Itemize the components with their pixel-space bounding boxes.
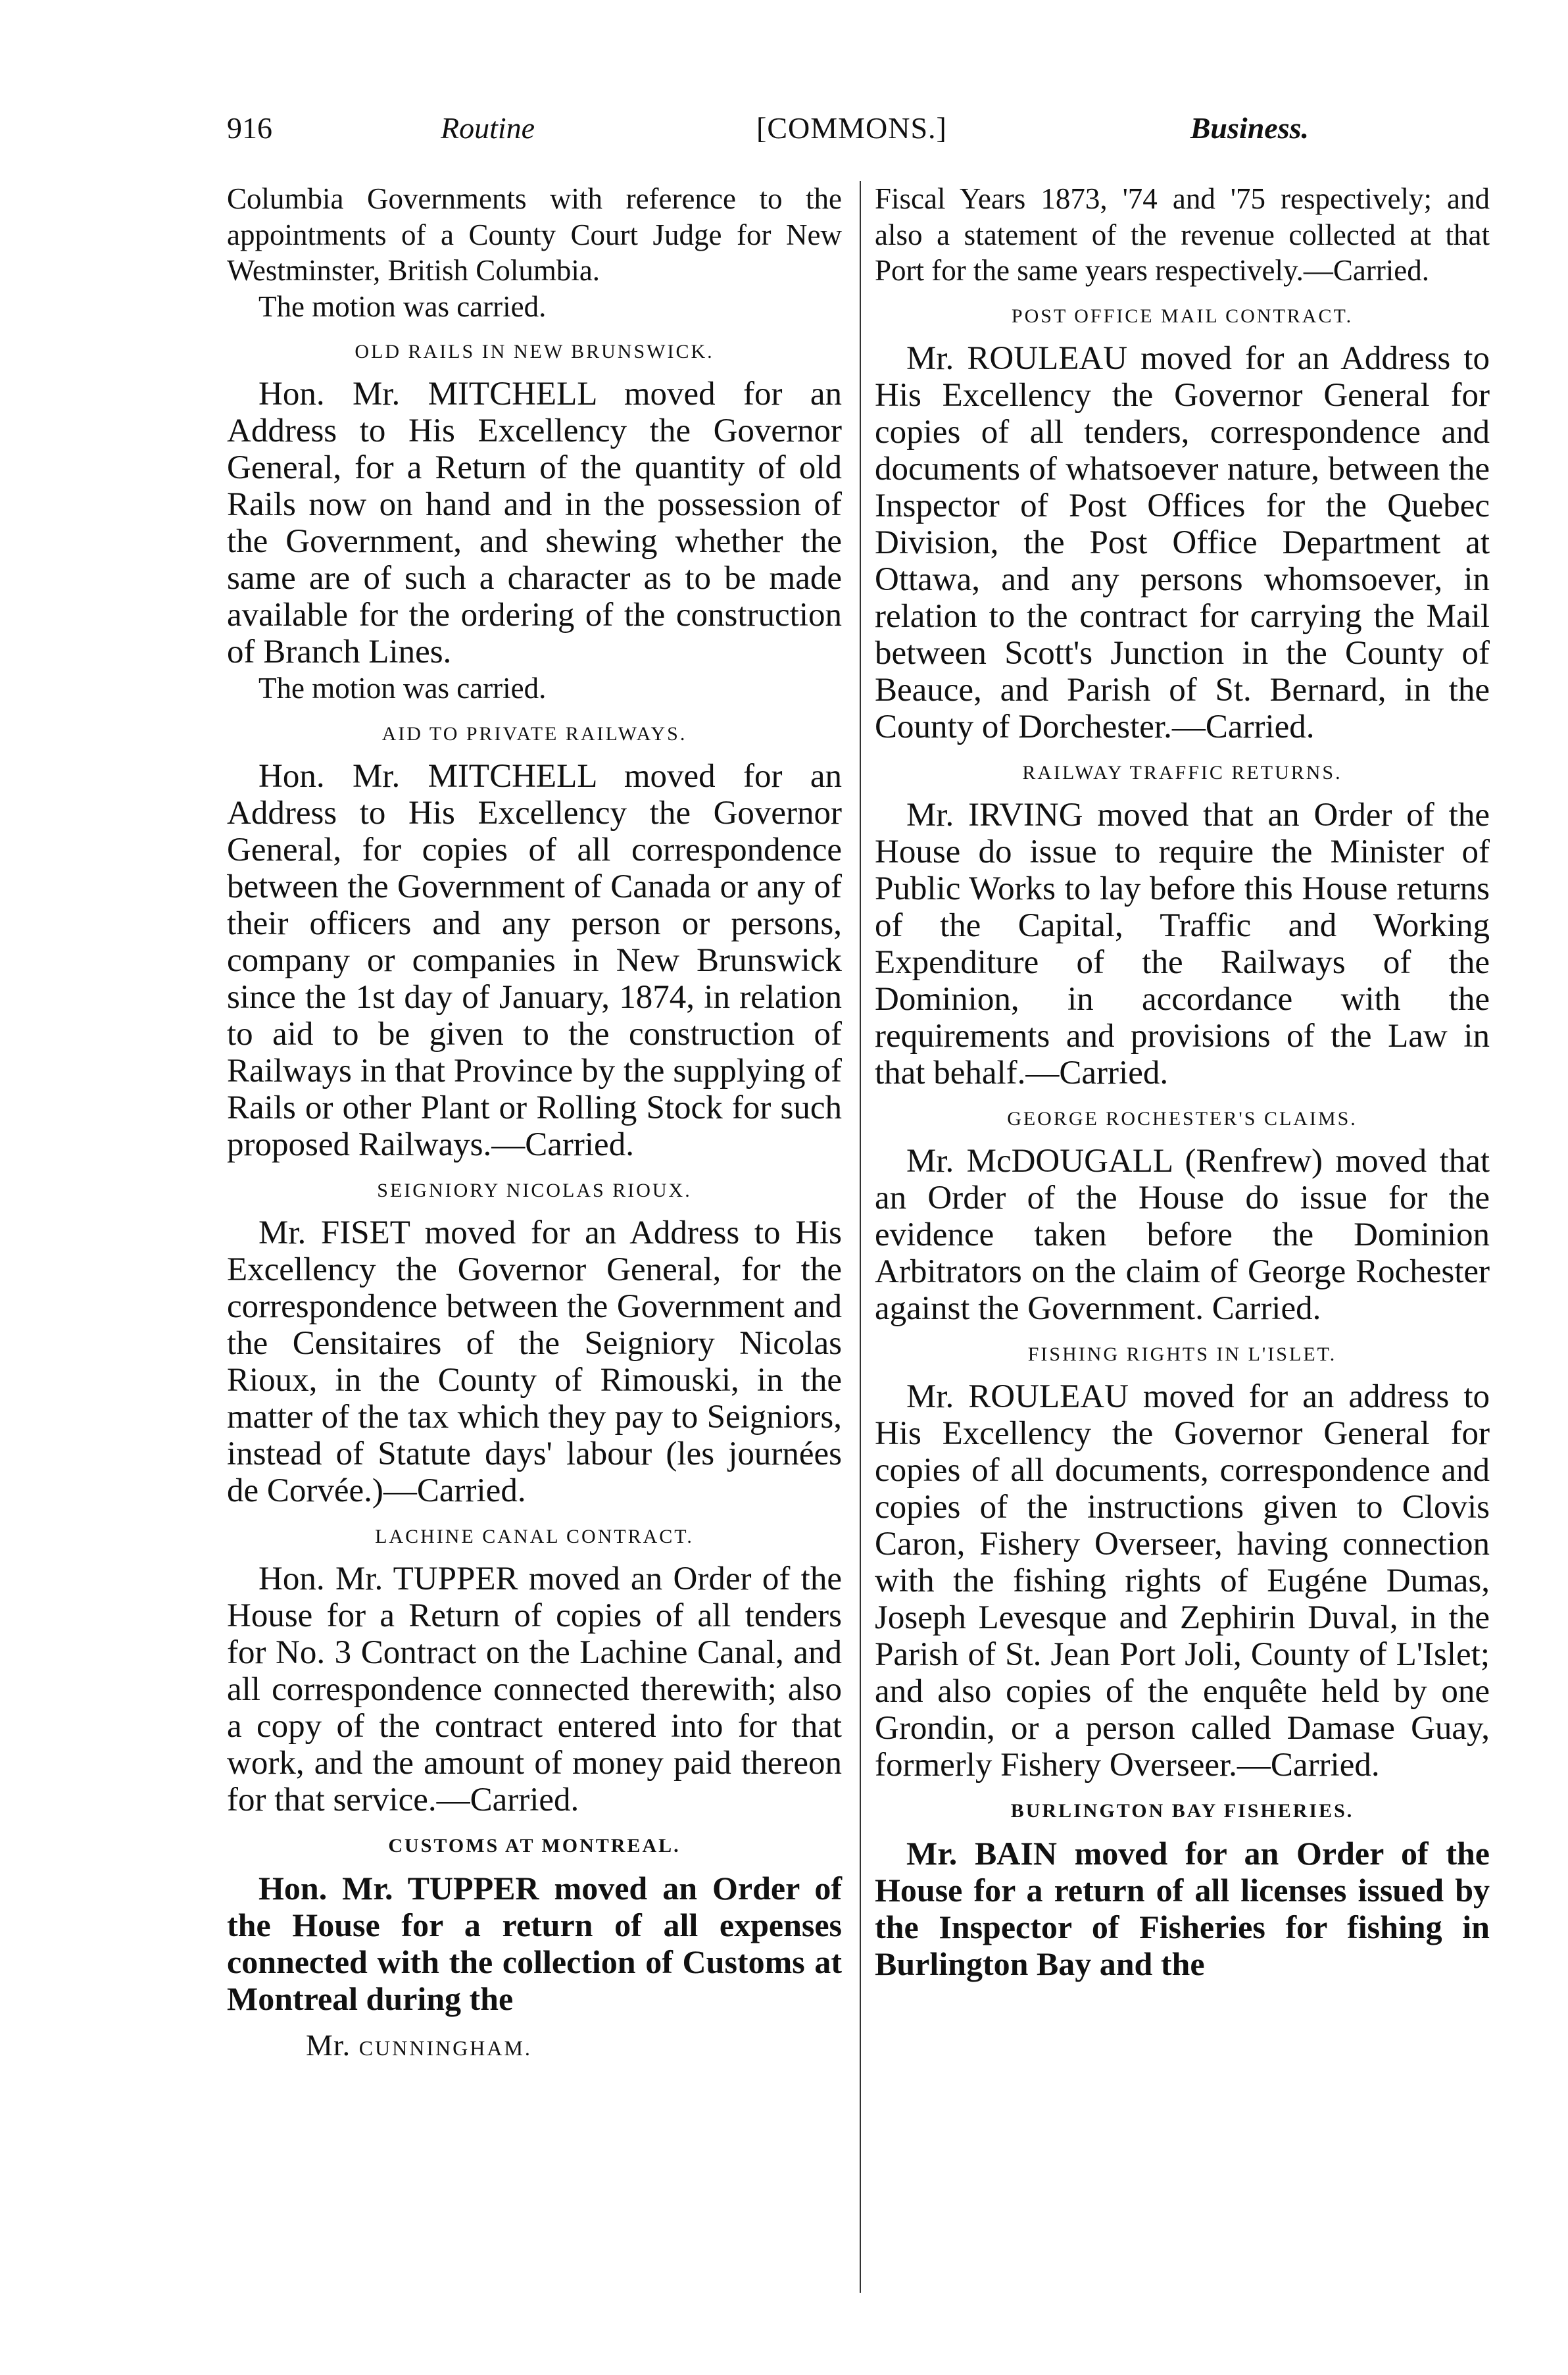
page-number: 916 — [227, 111, 272, 145]
running-head-left: Routine — [441, 111, 535, 145]
signature-name: CUNNINGHAM. — [358, 2036, 532, 2060]
section-heading-fishing-rights: FISHING RIGHTS IN L'ISLET. — [1027, 1343, 1337, 1365]
section-heading-post-office: POST OFFICE MAIL CONTRACT. — [1011, 305, 1354, 327]
signature-prefix: Mr. — [306, 2028, 351, 2062]
paragraph-continued: Fiscal Years 1873, '74 and '75 respectively; and also a statement of the revenue collected at that Port for the same years respectively.—Carried. — [875, 182, 1490, 287]
running-head-right: Business. — [1190, 111, 1309, 145]
motion-result: The motion was carried. — [258, 289, 547, 323]
section-heading-burlington: BURLINGTON BAY FISHERIES. — [1010, 1799, 1354, 1822]
section-heading-customs: CUSTOMS AT MONTREAL. — [388, 1834, 681, 1857]
page-signature — [227, 2028, 842, 2066]
motion-result: The motion was carried. — [258, 672, 547, 705]
paragraph-rochester: Mr. McDOUGALL (Renfrew) moved that an Order of the House do issue for the evidence taken before the Dominion Arbitrators on the claim of George Rochester against the Government. Carried. — [875, 1142, 1490, 1327]
paragraph-continued: Columbia Governments with reference to the appointments of a County Court Judge for New Westminster, British Columbia. — [227, 182, 842, 287]
paragraph-old-rails: Hon. Mr. MITCHELL moved for an Address to His Excellency the Governor General, for a Return of the quantity of old Rails now on hand and in the possession of the Government, and shewing whether the same are of such a character as to be made available for the ordering of the construction of Branch Lines. — [227, 376, 842, 670]
paragraph-railway-traffic: Mr. IRVING moved that an Order of the House do issue to require the Minister of Public Works to lay before this House returns of the Capital, Traffic and Working Expenditure of the Railways of the Dominion, in accordance with the requirements and provisions of the Law in that behalf.—Carried. — [875, 796, 1490, 1091]
section-heading-lachine: LACHINE CANAL CONTRACT. — [375, 1525, 694, 1547]
section-heading-aid-railways: AID TO PRIVATE RAILWAYS. — [381, 722, 687, 745]
right-column — [875, 181, 1490, 1982]
section-heading-seigniory: SEIGNIORY NICOLAS RIOUX. — [377, 1179, 692, 1201]
page-header — [227, 111, 1309, 157]
paragraph-seigniory: Mr. FISET moved for an Address to His Excellency the Governor General, for the correspondence between the Government and the Censitaires of the Seigniory Nicolas Rioux, in the County of Rimouski, in the matter of the tax which they pay to Seigniors, instead of Statute days' labour (les journées de Corvée.)—Carried. — [227, 1214, 842, 1509]
paragraph-lachine: Hon. Mr. TUPPER moved an Order of the House for a Return of copies of all tenders for No. 3 Contract on the Lachine Canal, and all correspondence connected therewith; also a copy of the contract entered into for that work, and the amount of money paid thereon for that service.—Carried. — [227, 1560, 842, 1818]
column-divider — [860, 181, 861, 2293]
paragraph-customs: Hon. Mr. TUPPER moved an Order of the House for a return of all expenses connected with the collection of Customs at Montreal during the — [227, 1869, 842, 2017]
paragraph-fishing-rights: Mr. ROULEAU moved for an address to His Excellency the Governor General for copies of all documents, correspondence and copies of the instructions given to Clovis Caron, Fishery Overseer, having connection with the fishing rights of Eugéne Dumas, Joseph Levesque and Zephirin Duval, in the Parish of St. Jean Port Joli, County of L'Islet; and also copies of the enquête held by one Grondin, or a person called Damase Guay, formerly Fishery Overseer.—Carried. — [875, 1378, 1490, 1784]
section-heading-old-rails: OLD RAILS IN NEW BRUNSWICK. — [355, 341, 714, 362]
paragraph-aid-railways: Hon. Mr. MITCHELL moved for an Address to His Excellency the Governor General, for copies of all correspondence between the Government of Canada or any of their officers and any person or persons, company or companies in New Brunswick since the 1st day of January, 1874, in relation to aid to be given to the construction of Railways in that Province by the supplying of Rails or other Plant or Rolling Stock for such proposed Railways.—Carried. — [227, 757, 842, 1163]
paragraph-burlington: Mr. BAIN moved for an Order of the House for a return of all licenses issued by the Inspector of Fisheries for fishing in Burlington Bay and the — [875, 1834, 1490, 1982]
running-head-center: [COMMONS.] — [756, 111, 947, 145]
section-heading-railway-traffic: RAILWAY TRAFFIC RETURNS. — [1022, 761, 1342, 784]
section-heading-rochester: GEORGE ROCHESTER'S CLAIMS. — [1007, 1107, 1358, 1130]
paragraph-post-office: Mr. ROULEAU moved for an Address to His Excellency the Governor General for copies of all tenders, correspondence and documents of whatsoever nature, between the Inspector of Post Offices for the Quebec Division, the Post Office Department at Ottawa, and any persons whomsoever, in relation to the contract for carrying the Mail between Scott's Junction in the County of Beauce, and Parish of St. Bernard, in the County of Dorchester.—Carried. — [875, 339, 1490, 745]
left-column — [227, 181, 842, 2066]
